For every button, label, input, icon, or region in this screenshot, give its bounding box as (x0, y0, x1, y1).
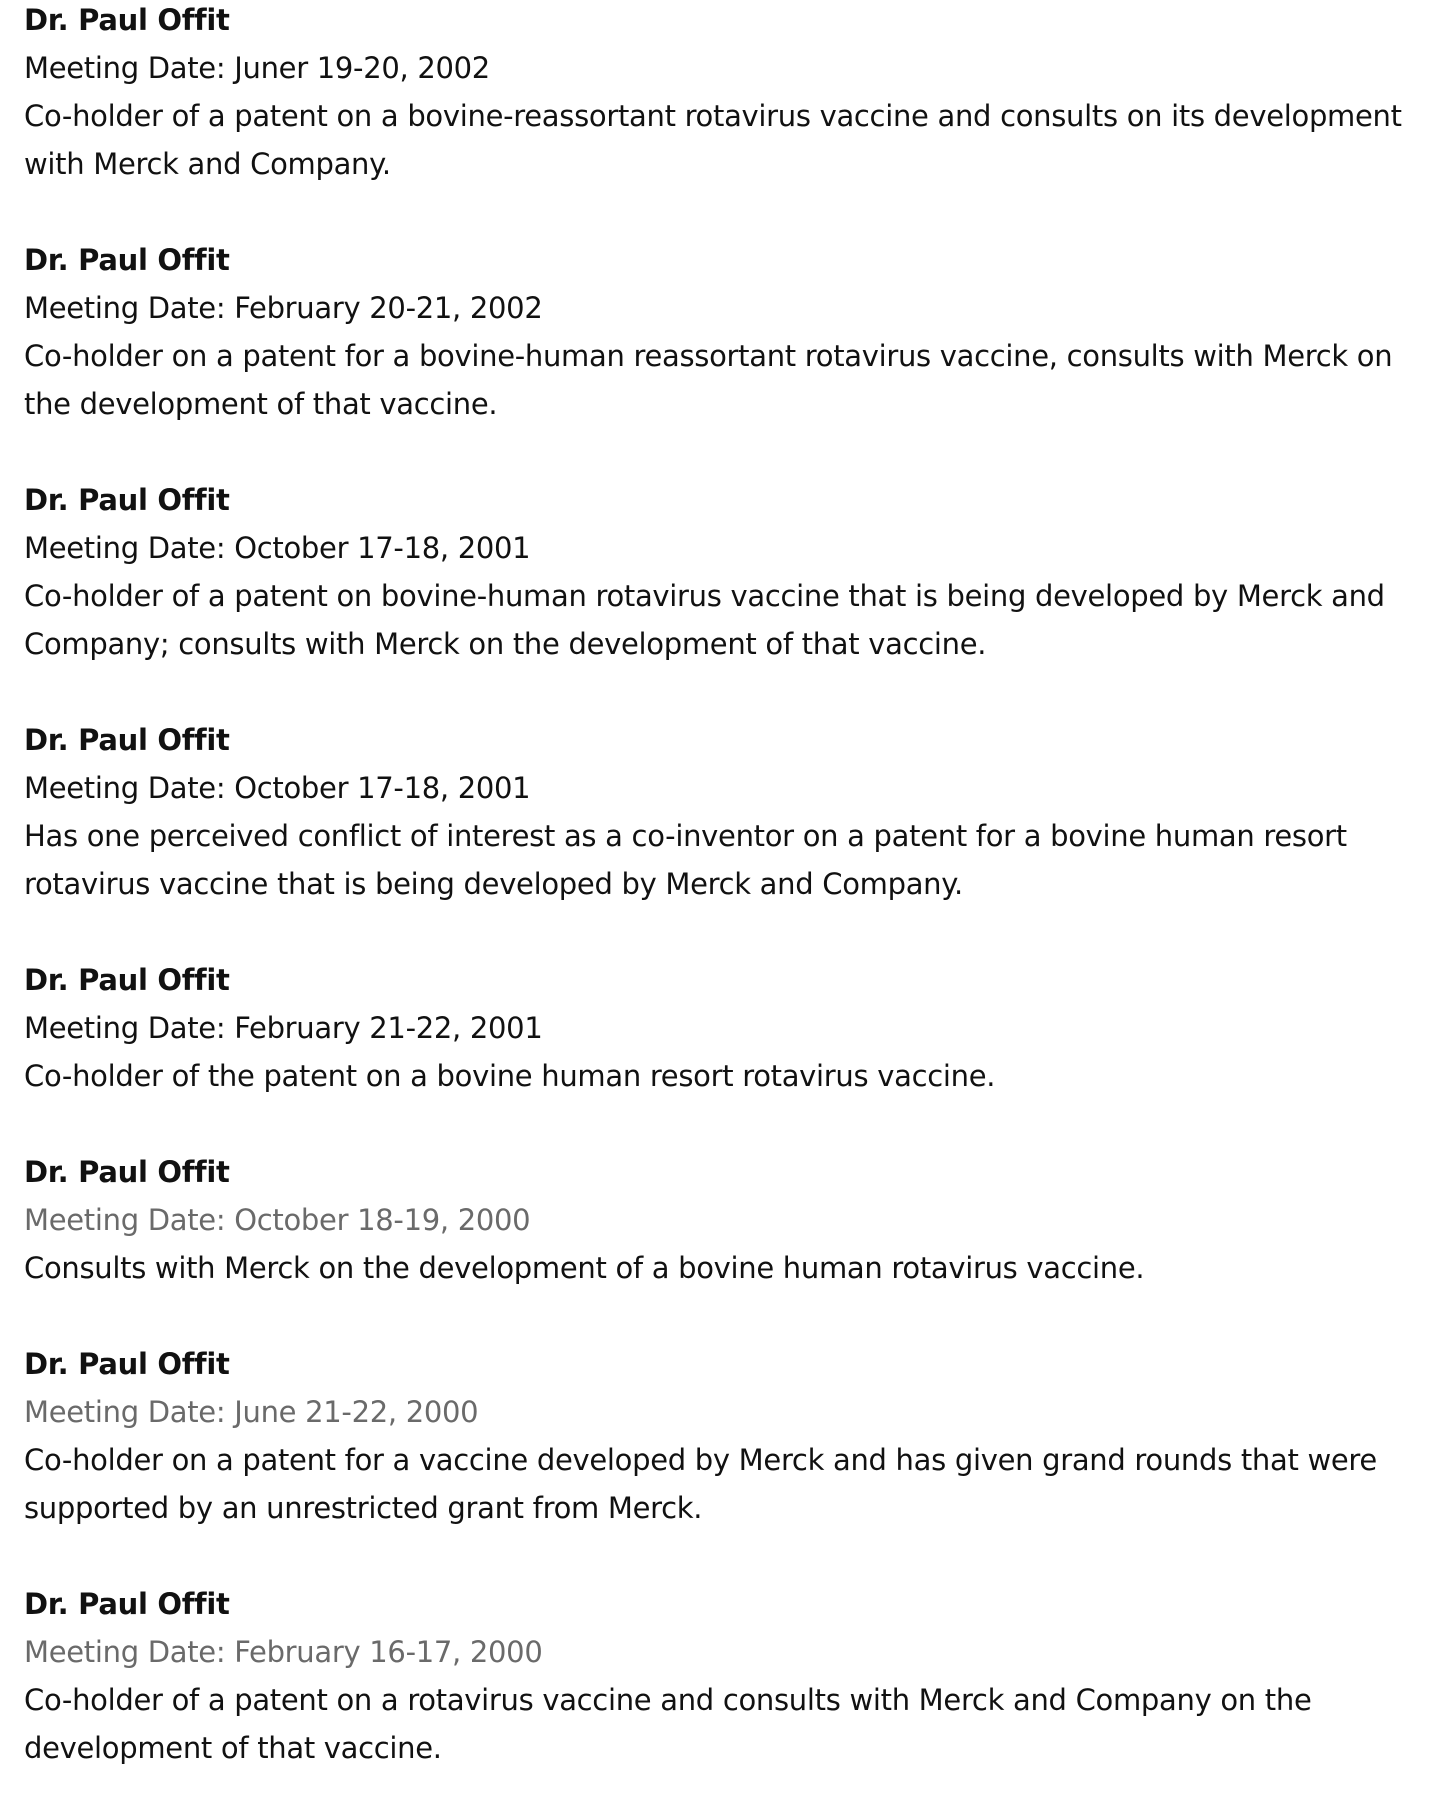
member-name: Dr. Paul Offit (24, 1155, 230, 1189)
disclosure-entry (24, 476, 1424, 668)
member-name: Dr. Paul Offit (24, 3, 230, 37)
meeting-date: Meeting Date: October 17-18, 2001 (24, 531, 531, 565)
disclosure-list (24, 0, 1424, 1820)
disclosure-text: Consults with Merck on the development of a bovine human rotavirus vaccine. (24, 1251, 1145, 1285)
disclosure-text: Co-holder of a patent on a bovine-reassortant rotavirus vaccine and consults on its development with Merck and Company. (24, 99, 1402, 181)
disclosure-entry (24, 1580, 1424, 1772)
meeting-date: Meeting Date: October 18-19, 2000 (24, 1203, 531, 1237)
disclosure-text: Co-holder of a patent on a rotavirus vaccine and consults with Merck and Company on the development of that vaccine. (24, 1683, 1312, 1765)
disclosure-entry (24, 0, 1424, 188)
disclosure-entry (24, 236, 1424, 428)
meeting-date: Meeting Date: February 21-22, 2001 (24, 1011, 543, 1045)
disclosure-entry (24, 1148, 1424, 1292)
meeting-date: Meeting Date: Juner 19-20, 2002 (24, 51, 490, 85)
meeting-date: Meeting Date: October 17-18, 2001 (24, 771, 531, 805)
disclosure-entry (24, 716, 1424, 908)
disclosure-text: Co-holder of the patent on a bovine human resort rotavirus vaccine. (24, 1059, 996, 1093)
member-name: Dr. Paul Offit (24, 723, 230, 757)
disclosure-text: Co-holder on a patent for a bovine-human reassortant rotavirus vaccine, consults with Merck on the development of that vaccine. (24, 339, 1393, 421)
disclosure-text: Co-holder of a patent on bovine-human rotavirus vaccine that is being developed by Merck and Company; consults with Merck on the development of that vaccine. (24, 579, 1385, 661)
meeting-date: Meeting Date: February 16-17, 2000 (24, 1635, 543, 1669)
member-name: Dr. Paul Offit (24, 483, 230, 517)
disclosure-entry (24, 956, 1424, 1100)
disclosure-text: Has one perceived conflict of interest as a co-inventor on a patent for a bovine human resort rotavirus vaccine that is being developed by Merck and Company. (24, 819, 1347, 901)
member-name: Dr. Paul Offit (24, 243, 230, 277)
disclosure-text: Co-holder on a patent for a vaccine developed by Merck and has given grand rounds that were supported by an unrestricted grant from Merck. (24, 1443, 1377, 1525)
meeting-date: Meeting Date: June 21-22, 2000 (24, 1395, 479, 1429)
member-name: Dr. Paul Offit (24, 1587, 230, 1621)
member-name: Dr. Paul Offit (24, 1347, 230, 1381)
meeting-date: Meeting Date: February 20-21, 2002 (24, 291, 543, 325)
member-name: Dr. Paul Offit (24, 963, 230, 997)
disclosure-entry (24, 1340, 1424, 1532)
